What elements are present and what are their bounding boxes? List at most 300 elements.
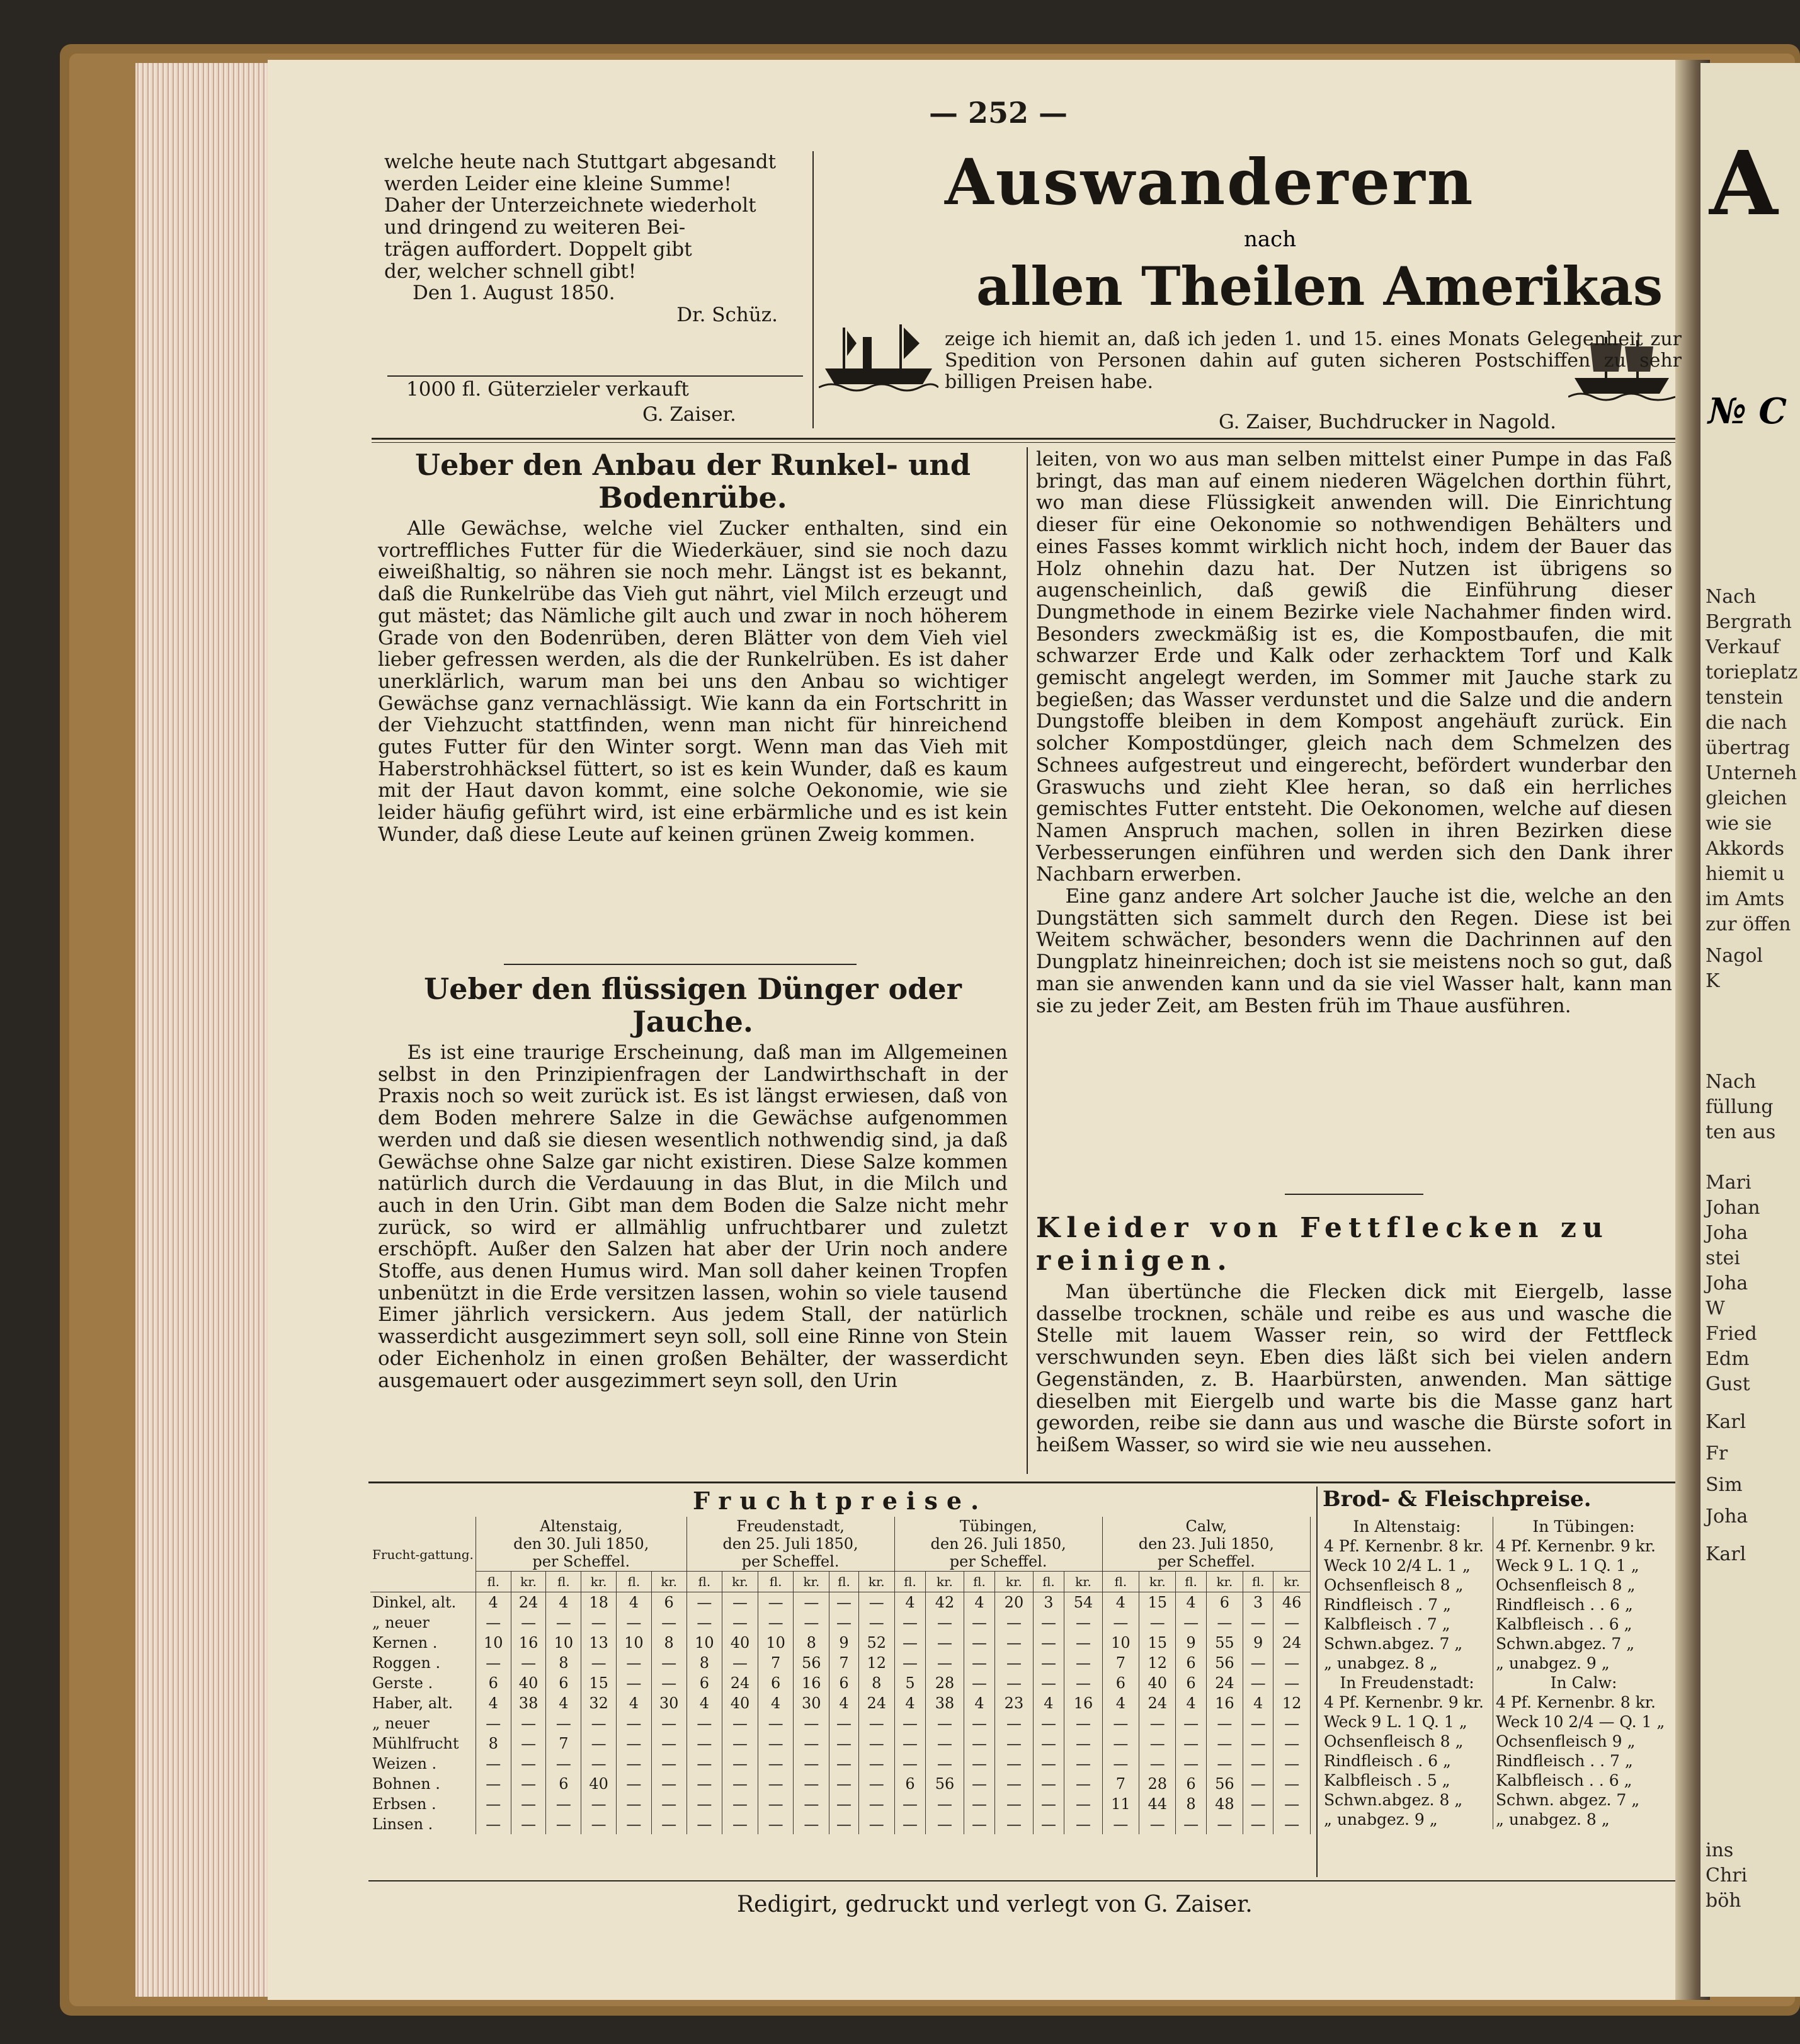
price-cell: — (1176, 1814, 1206, 1834)
price-cell: 7 (546, 1733, 581, 1754)
price-cell: — (894, 1633, 926, 1653)
price-cell: 16 (1064, 1693, 1102, 1713)
price-cell: — (511, 1754, 546, 1774)
price-cell: — (1273, 1713, 1311, 1733)
price-cell: — (829, 1754, 859, 1774)
article-divider (504, 964, 857, 965)
price-cell: 40 (722, 1633, 758, 1653)
price-cell: — (1064, 1713, 1102, 1733)
price-cell: — (1206, 1814, 1243, 1834)
price-cell: — (794, 1814, 829, 1834)
price-row (370, 1673, 1311, 1693)
brod-row (1321, 1595, 1674, 1614)
grain-name: „ neuer (370, 1613, 476, 1633)
price-cell: — (1102, 1713, 1139, 1733)
price-cell: — (722, 1814, 758, 1834)
price-cell: 4 (894, 1693, 926, 1713)
appeal-notice (384, 151, 812, 326)
price-cell: — (686, 1713, 722, 1733)
price-cell: — (794, 1754, 829, 1774)
price-cell: 8 (686, 1653, 722, 1673)
price-cell: — (1176, 1613, 1206, 1633)
price-cell: — (476, 1794, 511, 1814)
price-cell: 46 (1273, 1592, 1311, 1613)
price-cell: — (964, 1774, 995, 1794)
price-cell: — (829, 1613, 859, 1633)
article-divider (1285, 1194, 1423, 1195)
price-cell: — (858, 1774, 894, 1794)
price-cell: — (686, 1733, 722, 1754)
price-cell: — (829, 1774, 859, 1794)
next-page-fragment: Sim (1706, 1474, 1743, 1496)
next-page-fragment: Gust (1706, 1373, 1750, 1395)
brod-cell: Weck 10 2/4 — Q. 1 „ (1495, 1713, 1665, 1731)
price-cell: 23 (995, 1693, 1033, 1713)
price-cell: — (476, 1754, 511, 1774)
price-cell: — (511, 1713, 546, 1733)
price-cell: 8 (546, 1653, 581, 1673)
price-cell: 40 (511, 1673, 546, 1693)
price-cell: 6 (1206, 1592, 1243, 1613)
ad-signature: G. Zaiser, Buchdrucker in Nagold. (1219, 411, 1557, 433)
unit-kr: kr. (511, 1572, 546, 1592)
brod-cell: In Altenstaig: (1321, 1517, 1493, 1536)
price-cell: — (546, 1713, 581, 1733)
price-cell: — (686, 1774, 722, 1794)
price-cell: — (1064, 1733, 1102, 1754)
price-cell: — (964, 1633, 995, 1653)
price-cell: 56 (794, 1653, 829, 1673)
price-cell: — (926, 1754, 964, 1774)
grain-name: Weizen . (370, 1754, 476, 1774)
grain-name: Gerste . (370, 1673, 476, 1693)
price-cell: — (722, 1774, 758, 1794)
article-body: Man übertünche die Flecken dick mit Eiergelb, lasse dasselbe trocknen, schäle und reibe es aus und wasche die Stelle mit lauem Wasser rein, so wird der Fettfleck verschwunden seyn. Eben dies läßt sich bei vielen andern Gegenständen, z. B. Haarbürsten, anwenden. Man sättige dieselben mit Eiergelb und warte bis die Masse ganz hart geworden, reibe sie dann aus und wasche die Bürste sofort in heißem Wasser, so wird sie wie neu aussehen. (1036, 1281, 1672, 1456)
article-jauche (378, 970, 1008, 1391)
price-cell: 48 (1206, 1794, 1243, 1814)
price-cell: — (894, 1733, 926, 1754)
price-cell: — (581, 1754, 617, 1774)
price-row (370, 1633, 1311, 1653)
price-cell: — (794, 1613, 829, 1633)
price-cell: — (651, 1814, 686, 1834)
price-cell: — (1176, 1754, 1206, 1774)
brod-row (1321, 1536, 1674, 1556)
brod-cell: In Freudenstadt: (1321, 1673, 1493, 1693)
price-row (370, 1733, 1311, 1754)
market-header: Calw, den 23. Juli 1850, per Scheffel. (1102, 1517, 1310, 1572)
brod-cell: „ unabgez. 8 „ (1321, 1653, 1493, 1673)
price-cell: 56 (1206, 1774, 1243, 1794)
price-cell: — (1243, 1713, 1273, 1733)
table-top-rule (368, 1482, 1675, 1483)
price-cell: — (1033, 1713, 1064, 1733)
price-cell: — (964, 1613, 995, 1633)
divider (387, 375, 803, 377)
price-cell: 24 (1139, 1693, 1176, 1713)
unit-kr: kr. (794, 1572, 829, 1592)
price-cell: — (926, 1613, 964, 1633)
grain-name: Erbsen . (370, 1794, 476, 1814)
price-row (370, 1653, 1311, 1673)
price-cell: — (858, 1814, 894, 1834)
price-cell: 11 (1102, 1794, 1139, 1814)
grain-name: Kernen . (370, 1633, 476, 1653)
price-cell: — (1206, 1613, 1243, 1633)
price-cell: 10 (686, 1633, 722, 1653)
price-cell: — (1139, 1613, 1176, 1633)
brod-row (1321, 1653, 1674, 1673)
section-rule-thin (372, 442, 1675, 443)
price-row (370, 1774, 1311, 1794)
next-page-fragment: Unterneh (1706, 762, 1797, 784)
price-cell: 4 (476, 1693, 511, 1713)
price-cell: 4 (616, 1592, 651, 1613)
price-cell: — (926, 1814, 964, 1834)
price-cell: 15 (1139, 1633, 1176, 1653)
unit-fl: fl. (964, 1572, 995, 1592)
price-cell: — (995, 1613, 1033, 1633)
price-cell: 12 (1273, 1693, 1311, 1713)
next-page-fragment: Karl (1706, 1411, 1746, 1433)
price-cell: — (1139, 1754, 1176, 1774)
price-cell: — (1033, 1633, 1064, 1653)
price-cell: — (926, 1653, 964, 1673)
price-cell: 38 (511, 1693, 546, 1713)
price-row (370, 1613, 1311, 1633)
unit-kr: kr. (995, 1572, 1033, 1592)
price-cell: — (1033, 1733, 1064, 1754)
price-cell: 40 (722, 1693, 758, 1713)
price-cell: — (651, 1673, 686, 1693)
price-cell: — (546, 1814, 581, 1834)
price-row (370, 1794, 1311, 1814)
price-cell: 4 (1176, 1592, 1206, 1613)
price-cell: — (722, 1794, 758, 1814)
next-page-fragment: im Amts (1706, 888, 1785, 910)
brod-cell: Ochsenfleisch 8 „ (1495, 1576, 1636, 1594)
appeal-line: der, welcher schnell gibt! (384, 260, 637, 283)
price-cell: — (829, 1814, 859, 1834)
price-cell: — (1139, 1713, 1176, 1733)
price-cell: — (616, 1754, 651, 1774)
price-cell: — (758, 1713, 794, 1733)
price-cell: 4 (894, 1592, 926, 1613)
article-runkel (378, 446, 1008, 846)
price-cell: — (1243, 1673, 1273, 1693)
price-cell: 7 (1102, 1653, 1139, 1673)
price-cell: — (858, 1713, 894, 1733)
price-cell: 56 (926, 1774, 964, 1794)
price-cell: — (1102, 1814, 1139, 1834)
brod-cell: Kalbfleisch . 5 „ (1321, 1771, 1493, 1790)
price-cell: 6 (1102, 1673, 1139, 1693)
article-body: leiten, von wo aus man selben mittelst einer Pumpe in das Faß bringt, das man auf einem niederen Wägelchen dorthin führt, wo man diese Flüssigkeit anwenden will. Die Einrichtung dieser für eine Oekonomie so nothwendigen Behälters und eines Fasses kommt wirklich nicht hoch, indem der Bauer das Holz ohnehin dazu hat. Der Nutzen ist übrigens so augenscheinlich, daß gewiß die Einführung dieser Dungmethode in einem Bezirke viele Nachahmer finden wird. Besonders zweckmäßig ist es, die Kompostbaufen, die mit schwarzer Erde und Kalk oder zerhacktem Torf und Kalk gemischt angelegt werden, im Sommer mit Jauche stark zu begießen; das Wasser verdunstet und die Salze und die andern Dungstoffe bleiben in dem Kompost angehäuft zurück. Ein solcher Kompostdünger, gleich nach dem Schmelzen des Schnees aufgestreut und eingerecht, befördert wunderbar den Graswuchs und zieht Klee heran, so daß ein herrliches gemischtes Futter entsteht. Die Oekonomen, welche auf diesen Namen Anspruch machen, sollen in ihren Bezirken diese Verbesserungen einführen und werden sich den Dank ihrer Nachbarn erwerben. (1036, 448, 1672, 886)
price-cell: — (964, 1713, 995, 1733)
price-cell: — (829, 1733, 859, 1754)
price-cell: — (616, 1673, 651, 1693)
next-page-fragment: ins (1706, 1839, 1734, 1861)
column-rule (1027, 447, 1028, 1474)
price-cell: 8 (476, 1733, 511, 1754)
unit-fl: fl. (894, 1572, 926, 1592)
brod-row (1321, 1751, 1674, 1771)
price-cell: — (581, 1814, 617, 1834)
next-page-fragment: Karl (1706, 1543, 1746, 1565)
price-cell: 4 (616, 1693, 651, 1713)
unit-kr: kr. (1064, 1572, 1102, 1592)
unit-kr: kr. (858, 1572, 894, 1592)
price-cell: — (1064, 1653, 1102, 1673)
price-cell: — (1064, 1754, 1102, 1774)
price-cell: 12 (1139, 1653, 1176, 1673)
next-page-fragment: zur öffen (1706, 913, 1791, 935)
price-cell: — (995, 1754, 1033, 1774)
price-cell: 3 (1033, 1592, 1064, 1613)
article-title: Kleider von Fettflecken zu reinigen. (1036, 1212, 1609, 1277)
unit-kr: kr. (926, 1572, 964, 1592)
price-cell: — (1139, 1733, 1176, 1754)
price-cell: 28 (926, 1673, 964, 1693)
price-cell: 6 (829, 1673, 859, 1693)
price-cell: — (1064, 1613, 1102, 1633)
price-cell: — (858, 1794, 894, 1814)
price-cell: 32 (581, 1693, 617, 1713)
price-cell: 4 (686, 1693, 722, 1713)
price-cell: — (829, 1794, 859, 1814)
price-cell: — (722, 1613, 758, 1633)
article-jauche-cont (1036, 448, 1672, 1017)
price-cell: 6 (651, 1592, 686, 1613)
price-cell: 24 (511, 1592, 546, 1613)
brod-row (1321, 1556, 1674, 1575)
price-cell: — (1243, 1774, 1273, 1794)
brod-fleisch-table (1321, 1517, 1674, 1829)
price-cell: 9 (829, 1633, 859, 1653)
price-cell: 40 (1139, 1673, 1176, 1693)
price-cell: 4 (1243, 1693, 1273, 1713)
price-cell: — (1206, 1733, 1243, 1754)
brod-row (1321, 1732, 1674, 1751)
price-cell: 3 (1243, 1592, 1273, 1613)
price-cell: — (476, 1653, 511, 1673)
price-cell: 6 (758, 1673, 794, 1693)
price-cell: 24 (1206, 1673, 1243, 1693)
price-cell: 6 (476, 1673, 511, 1693)
price-cell: — (722, 1592, 758, 1613)
price-cell: — (894, 1754, 926, 1774)
price-cell: — (794, 1733, 829, 1754)
brod-row (1321, 1517, 1674, 1536)
price-cell: — (476, 1774, 511, 1794)
sale-notice-signature: G. Zaiser. (642, 403, 736, 426)
price-cell: — (722, 1653, 758, 1673)
brod-cell: Schwn.abgez. 7 „ (1495, 1635, 1635, 1653)
price-row (370, 1754, 1311, 1774)
unit-fl: fl. (829, 1572, 859, 1592)
next-page-fragment: Joha (1706, 1272, 1748, 1294)
price-row (370, 1693, 1311, 1713)
price-cell: — (1273, 1673, 1311, 1693)
price-cell: — (758, 1592, 794, 1613)
unit-kr: kr. (1273, 1572, 1311, 1592)
price-cell: — (1102, 1754, 1139, 1774)
price-cell: 4 (476, 1592, 511, 1613)
brod-cell: Kalbfleisch . . 6 „ (1495, 1771, 1632, 1790)
appeal-date: Den 1. August 1850. (413, 282, 615, 305)
price-cell: — (581, 1733, 617, 1754)
price-cell: 4 (1102, 1592, 1139, 1613)
price-cell: — (995, 1713, 1033, 1733)
grain-name: Roggen . (370, 1653, 476, 1673)
price-cell: — (995, 1814, 1033, 1834)
price-cell: 44 (1139, 1794, 1176, 1814)
next-page-fragment: tenstein (1706, 687, 1784, 709)
price-cell: 6 (546, 1774, 581, 1794)
article-title: Ueber den Anbau der Runkel- und Bodenrübe. (414, 448, 971, 515)
next-page-fragment: die nach (1706, 712, 1787, 734)
unit-fl: fl. (686, 1572, 722, 1592)
price-cell: — (1139, 1814, 1176, 1834)
price-cell: — (616, 1774, 651, 1794)
price-cell: — (1273, 1754, 1311, 1774)
sale-notice: 1000 fl. Güterzieler verkauft (406, 378, 689, 401)
brod-cell: „ unabgez. 9 „ (1321, 1810, 1493, 1829)
price-cell: 40 (581, 1774, 617, 1794)
brod-cell: Rindfleisch . . 6 „ (1495, 1596, 1633, 1614)
next-page-fragment: Joha (1706, 1505, 1748, 1527)
next-page-fragment: füllung (1706, 1096, 1774, 1118)
next-page-fragment: Chri (1706, 1864, 1748, 1887)
price-cell: 18 (581, 1592, 617, 1613)
price-cell: — (1033, 1794, 1064, 1814)
price-cell: — (894, 1814, 926, 1834)
price-cell: 6 (546, 1673, 581, 1693)
unit-fl: fl. (1033, 1572, 1064, 1592)
price-cell: — (581, 1794, 617, 1814)
price-cell: — (722, 1713, 758, 1733)
price-cell: — (829, 1592, 859, 1613)
footer-rule (368, 1880, 1675, 1881)
price-cell: — (894, 1794, 926, 1814)
market-header: Altenstaig, den 30. Juli 1850, per Scheffel. (476, 1517, 686, 1572)
price-cell: — (581, 1653, 617, 1673)
price-cell: — (1102, 1733, 1139, 1754)
next-page-fragment: gleichen (1706, 787, 1787, 809)
brod-cell: „ unabgez. 9 „ (1495, 1654, 1610, 1672)
brod-row (1321, 1634, 1674, 1653)
price-cell: — (651, 1754, 686, 1774)
brod-cell: In Tübingen: (1532, 1517, 1635, 1536)
next-page-fragment: Nagol (1706, 945, 1763, 967)
price-cell: — (616, 1814, 651, 1834)
price-cell: — (858, 1592, 894, 1613)
price-cell: 6 (1176, 1653, 1206, 1673)
price-cell: — (616, 1613, 651, 1633)
price-cell: 24 (1273, 1633, 1311, 1653)
price-cell: — (722, 1733, 758, 1754)
price-cell: — (794, 1713, 829, 1733)
price-cell: 4 (1102, 1693, 1139, 1713)
price-cell: 30 (794, 1693, 829, 1713)
price-cell: — (616, 1713, 651, 1733)
price-cell: — (651, 1653, 686, 1673)
price-cell: — (894, 1653, 926, 1673)
next-page-fragment: W (1706, 1298, 1725, 1320)
next-page-fragment: Nach (1706, 1071, 1757, 1093)
appeal-line: werden Leider eine kleine Summe! (384, 172, 732, 195)
price-cell: 24 (858, 1693, 894, 1713)
price-cell: — (964, 1754, 995, 1774)
steamship-icon (819, 318, 938, 394)
brod-cell: Kalbfleisch . . 6 „ (1495, 1615, 1632, 1633)
price-cell: 6 (1176, 1774, 1206, 1794)
price-cell: 5 (894, 1673, 926, 1693)
price-cell: — (616, 1794, 651, 1814)
price-cell: — (894, 1713, 926, 1733)
price-cell: — (964, 1673, 995, 1693)
price-cell: 54 (1064, 1592, 1102, 1613)
market-header: Tübingen, den 26. Juli 1850, per Scheffel. (894, 1517, 1102, 1572)
price-cell: — (581, 1713, 617, 1733)
next-page-fragment: Joha (1706, 1222, 1748, 1244)
price-cell: — (1102, 1613, 1139, 1633)
unit-fl: fl. (1176, 1572, 1206, 1592)
price-cell: — (1064, 1814, 1102, 1834)
brod-row (1321, 1575, 1674, 1595)
price-cell: 15 (581, 1673, 617, 1693)
price-cell: — (651, 1774, 686, 1794)
brod-row (1321, 1673, 1674, 1693)
price-cell: — (1064, 1794, 1102, 1814)
brod-fleisch-title: Brod- & Fleischpreise. (1323, 1487, 1592, 1512)
brod-cell: Rindfleisch . . 7 „ (1495, 1752, 1633, 1770)
price-cell: 10 (616, 1633, 651, 1653)
price-cell: — (995, 1633, 1033, 1653)
next-page-fragment: Bergrath (1706, 611, 1792, 633)
price-cell: — (794, 1774, 829, 1794)
price-cell: — (1206, 1713, 1243, 1733)
price-cell: — (1243, 1794, 1273, 1814)
price-cell: — (1064, 1774, 1102, 1794)
next-page-fragment: Mari (1706, 1172, 1752, 1194)
price-cell: — (1033, 1814, 1064, 1834)
price-cell: 16 (1206, 1693, 1243, 1713)
price-cell: — (1243, 1754, 1273, 1774)
price-cell: — (1176, 1713, 1206, 1733)
brod-cell: Weck 9 L. 1 Q. 1 „ (1495, 1556, 1639, 1575)
col-fruchtgattung: Frucht-gattung. (370, 1517, 476, 1592)
article-body: Es ist eine traurige Erscheinung, daß man im Allgemeinen selbst in den Prinzipienfragen der Landwirthschaft in der Praxis noch so weit zurück ist. Es ist längst erwiesen, daß von dem Boden mehrere Salze in die Gewächse aufgenommen werden und daß sie diesen wesentlich nothwendig sind, ja daß Gewächse ohne Salze gar nicht existiren. Diese Salze kommen natürlich durch die Verdauung in das Blut, in die Milch und auch in den Urin. Gibt man dem Boden die Salze nicht mehr zurück, so wird er allmählig unfruchtbarer und zuletzt erschöpft. Außer den Salzen hat aber der Urin noch andere Stoffe, aus denen Humus wird. Man soll daher keinen Tropfen unbenützt in die Erde versitzen lassen, wohin so viele tausend Eimer jährlich versickern. Aus jedem Stall, der natürlich wasserdicht ausgezimmert seyn soll, soll eine Rinne von Stein oder Eichenholz in einen großen Behälter, der wasserdicht ausgemauert oder ausgezimmert seyn soll, den Urin (378, 1041, 1008, 1392)
ad-nach: nach (1244, 227, 1297, 252)
brod-cell: Ochsenfleisch 8 „ (1321, 1732, 1493, 1751)
next-page-fragment: torieplatz (1706, 661, 1798, 683)
price-cell: 28 (1139, 1774, 1176, 1794)
next-page-fragment: Edm (1706, 1348, 1750, 1370)
price-cell: 4 (758, 1693, 794, 1713)
price-cell: 12 (858, 1653, 894, 1673)
price-cell: — (894, 1613, 926, 1633)
price-cell: — (511, 1794, 546, 1814)
price-cell: — (758, 1613, 794, 1633)
price-cell: 42 (926, 1592, 964, 1613)
price-cell: — (651, 1794, 686, 1814)
price-cell: — (476, 1713, 511, 1733)
brod-row (1321, 1810, 1674, 1829)
price-cell: 4 (546, 1693, 581, 1713)
market-header: Freudenstadt, den 25. Juli 1850, per Scheffel. (686, 1517, 894, 1572)
price-cell: 10 (1102, 1633, 1139, 1653)
